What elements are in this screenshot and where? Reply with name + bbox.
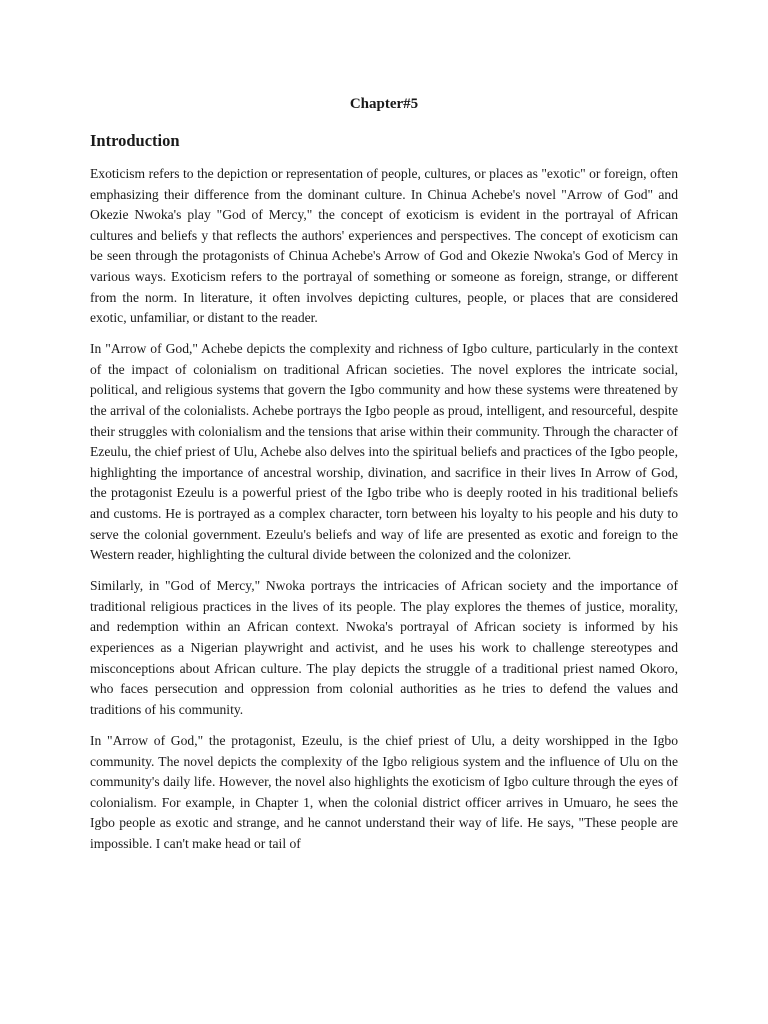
paragraph: Exoticism refers to the depiction or representation of people, cultures, or places as "exotic" or foreign, often emphasizing their difference from the dominant culture. In Chinua Achebe's novel "Arrow of God" and Okezie Nwoka's play "God of Mercy," the concept of exoticism is evident in the portrayal of African cultures and beliefs y that reflects the authors' experiences and perspectives. The concept of exoticism can be seen through the protagonists of Chinua Achebe's Arrow of God and Okezie Nwoka's God of Mercy in various ways. Exoticism refers to the portrayal of something or someone as foreign, strange, or different from the norm. In literature, it often involves depicting cultures, people, or places that are considered exotic, unfamiliar, or distant to the reader. — [90, 166, 678, 326]
paragraph: In "Arrow of God," Achebe depicts the complexity and richness of Igbo culture, particularly in the context of the impact of colonialism on traditional African societies. The novel explores the intricate social, political, and religious systems that govern the Igbo community and how these systems were threatened by the arrival of the colonialists. Achebe portrays the Igbo people as proud, intelligent, and resourceful, despite their struggles with colonialism and the tensions that arise within their community. Through the character of Ezeulu, the chief priest of Ulu, Achebe also delves into the spiritual beliefs and practices of the Igbo people, highlighting the importance of ancestral worship, divination, and sacrifice in their lives In Arrow of God, the protagonist Ezeulu is a powerful priest of the Igbo tribe who is deeply rooted in his traditional beliefs and customs. He is portrayed as a complex character, torn between his loyalty to his people and his duty to serve the colonial government. Ezeulu's beliefs and way of life are presented as exotic and foreign to the Western reader, highlighting the cultural divide between the colonized and the colonizer. — [90, 341, 678, 563]
chapter-title: Chapter#5 — [349, 96, 419, 112]
paragraph: Similarly, in "God of Mercy," Nwoka portrays the intricacies of African society and the importance of traditional religious practices in the lives of its people. The play explores the themes of justice, morality, and redemption within an African context. Nwoka's portrayal of African society is informed by his experiences as a Nigerian playwright and activist, and he uses his work to challenge stereotypes and misconceptions about African culture. The play depicts the struggle of a traditional priest named Okoro, who faces persecution and oppression from colonial authorities as he tries to defend the values and traditions of his community. — [90, 578, 678, 717]
section-heading: Introduction — [90, 131, 180, 150]
paragraph: In "Arrow of God," the protagonist, Ezeulu, is the chief priest of Ulu, a deity worshipped in the Igbo community. The novel depicts the complexity of the Igbo religious system and the influence of Ulu on the community's daily life. However, the novel also highlights the exoticism of Igbo culture through the eyes of colonialism. For example, in Chapter 1, when the colonial district officer arrives in Umuaro, he sees the Igbo people as exotic and strange, and he cannot understand their way of life. He says, "These people are impossible. I can't make head or tail of — [90, 732, 678, 851]
body-text — [90, 164, 678, 865]
